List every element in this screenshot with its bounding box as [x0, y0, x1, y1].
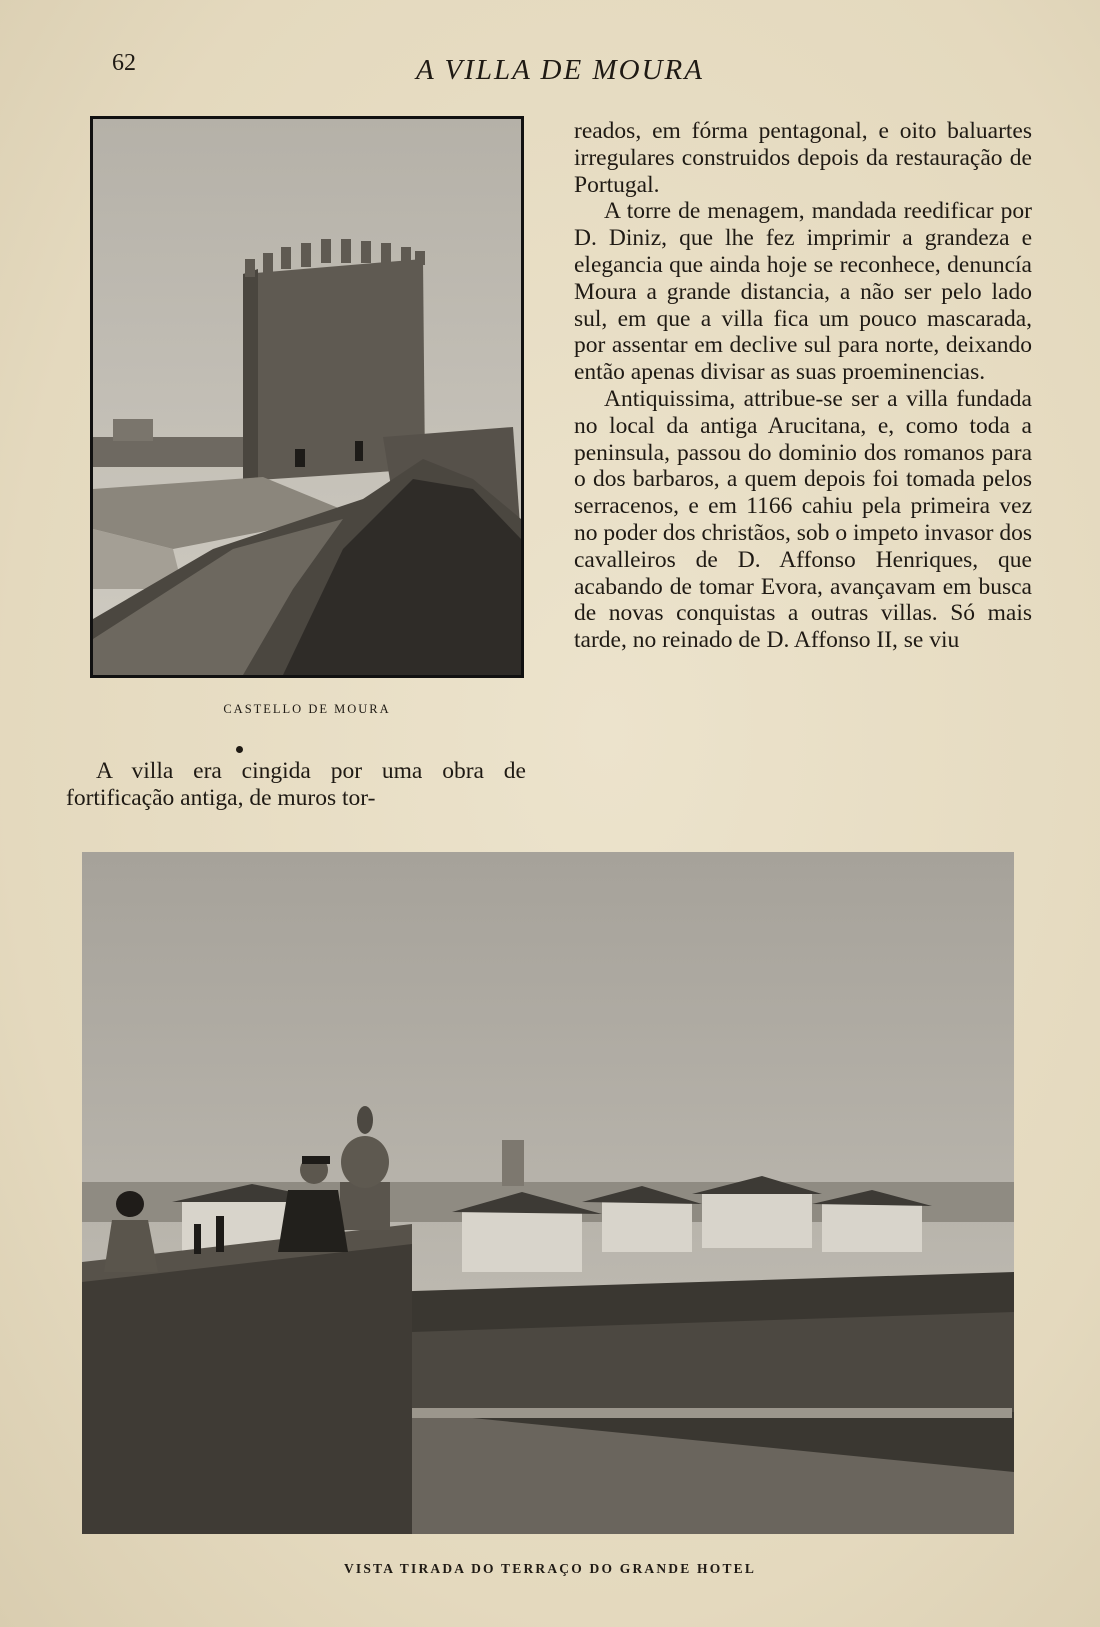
hotel-terrace-view-caption: VISTA TIRADA DO TERRAÇO DO GRANDE HOTEL [343, 1561, 757, 1576]
castle-photo-caption: CASTELLO DE MOURA [223, 702, 391, 716]
running-head-title: A VILLA DE MOURA [416, 54, 704, 86]
bullet-mark [236, 746, 243, 753]
castle-photo [90, 116, 524, 678]
paragraph-continuation: reados, em fórma pentagonal, e oito baluartes irregulares construidos depois da restauração de Portugal. [574, 118, 1032, 198]
page-number: 62 [112, 50, 136, 76]
paragraph-villa-cingida: A villa era cingida por uma obra de fortificação antiga, de muros tor- [66, 758, 526, 811]
paragraph-antiquissima: Antiquissima, attribue-se ser a villa fundada no local da antiga Arucitana, e, como toda a peninsula, passou do dominio dos romanos para o dos barbaros, a quem depois foi tomada pelos serracenos, e em 1166 cahiu pela primeira vez no poder dos christãos, sob o impeto invasor dos cavalleiros de D. Affonso Henriques, que acabando de tomar Evora, avançavam em busca de novas conquistas a outras villas. Só mais tarde, no reinado de D. Affonso II, se viu [574, 385, 1032, 654]
left-column-text [66, 758, 526, 812]
right-column-text [574, 118, 1032, 654]
hotel-terrace-view-photo [82, 852, 1014, 1534]
paragraph-torre: A torre de menagem, mandada reedificar por D. Diniz, que lhe fez imprimir a grandeza e elegancia que ainda hoje se reconhece, denuncía Moura a grande distancia, a não ser pelo lado sul, em que a villa fica um pouco mascarada, por assentar em declive sul para norte, deixando então apenas divisar as suas proeminencias. [574, 198, 1032, 386]
